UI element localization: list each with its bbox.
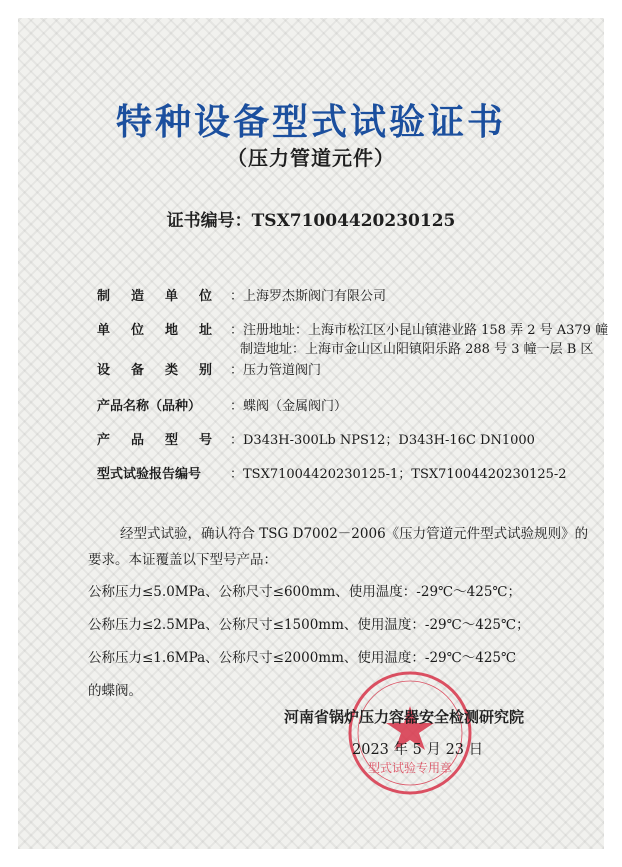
field-label: 单 位 地 址 bbox=[97, 323, 212, 338]
issuer-organization: 河南省锅炉压力容器安全检测研究院 bbox=[284, 708, 525, 726]
field-label: 型式试验报告编号 bbox=[97, 467, 202, 482]
field-value: ：注册地址：上海市松江区小昆山镇港业路 158 弄 2 号 A379 幢 bbox=[230, 323, 609, 338]
official-seal bbox=[345, 668, 475, 798]
certificate-title: 特种设备型式试验证书 bbox=[115, 102, 506, 143]
certificate-number-label: 证书编号： bbox=[166, 211, 252, 231]
spec-line-2: 公称压力≤2.5MPa、公称尺寸≤1500mm、使用温度：-29℃～425℃； bbox=[88, 617, 530, 633]
certificate-subtitle: （压力管道元件） bbox=[227, 146, 395, 170]
field-label: 产品名称（品种） bbox=[97, 399, 202, 414]
field-value: ：上海罗杰斯阀门有限公司 bbox=[230, 289, 387, 304]
field-value: ：D343H-300Lb NPS12；D343H-16C DN1000 bbox=[230, 433, 535, 448]
field-label: 产 品 型 号 bbox=[97, 433, 212, 448]
field-value: ：压力管道阀门 bbox=[230, 363, 322, 378]
field-value: ：蝶阀（金属阀门） bbox=[230, 399, 348, 414]
spec-line-3: 公称压力≤1.6MPa、公称尺寸≤2000mm、使用温度：-29℃～425℃ bbox=[88, 650, 517, 666]
body-line-end: 的蝶阀。 bbox=[88, 683, 142, 699]
body-line-1: 经型式试验，确认符合 TSG D7002－2006《压力管道元件型式试验规则》的 bbox=[120, 526, 589, 542]
issue-date: 2023 年 5 月 23 日 bbox=[352, 742, 484, 758]
field-value: 制造地址：上海市金山区山阳镇阳乐路 288 号 3 幢一层 B 区 bbox=[240, 342, 594, 357]
certificate-number-value: TSX71004420230125 bbox=[251, 211, 456, 231]
body-line-2: 要求。本证覆盖以下型号产品： bbox=[88, 552, 277, 568]
seal-text: 型式试验专用章 bbox=[367, 761, 453, 775]
certificate-number bbox=[0, 206, 622, 231]
field-value: ：TSX71004420230125-1；TSX71004420230125-2 bbox=[230, 467, 567, 482]
field-label: 制 造 单 位 bbox=[97, 289, 212, 304]
field-label: 设 备 类 别 bbox=[97, 363, 212, 378]
spec-line-1: 公称压力≤5.0MPa、公称尺寸≤600mm、使用温度：-29℃～425℃； bbox=[88, 584, 522, 600]
